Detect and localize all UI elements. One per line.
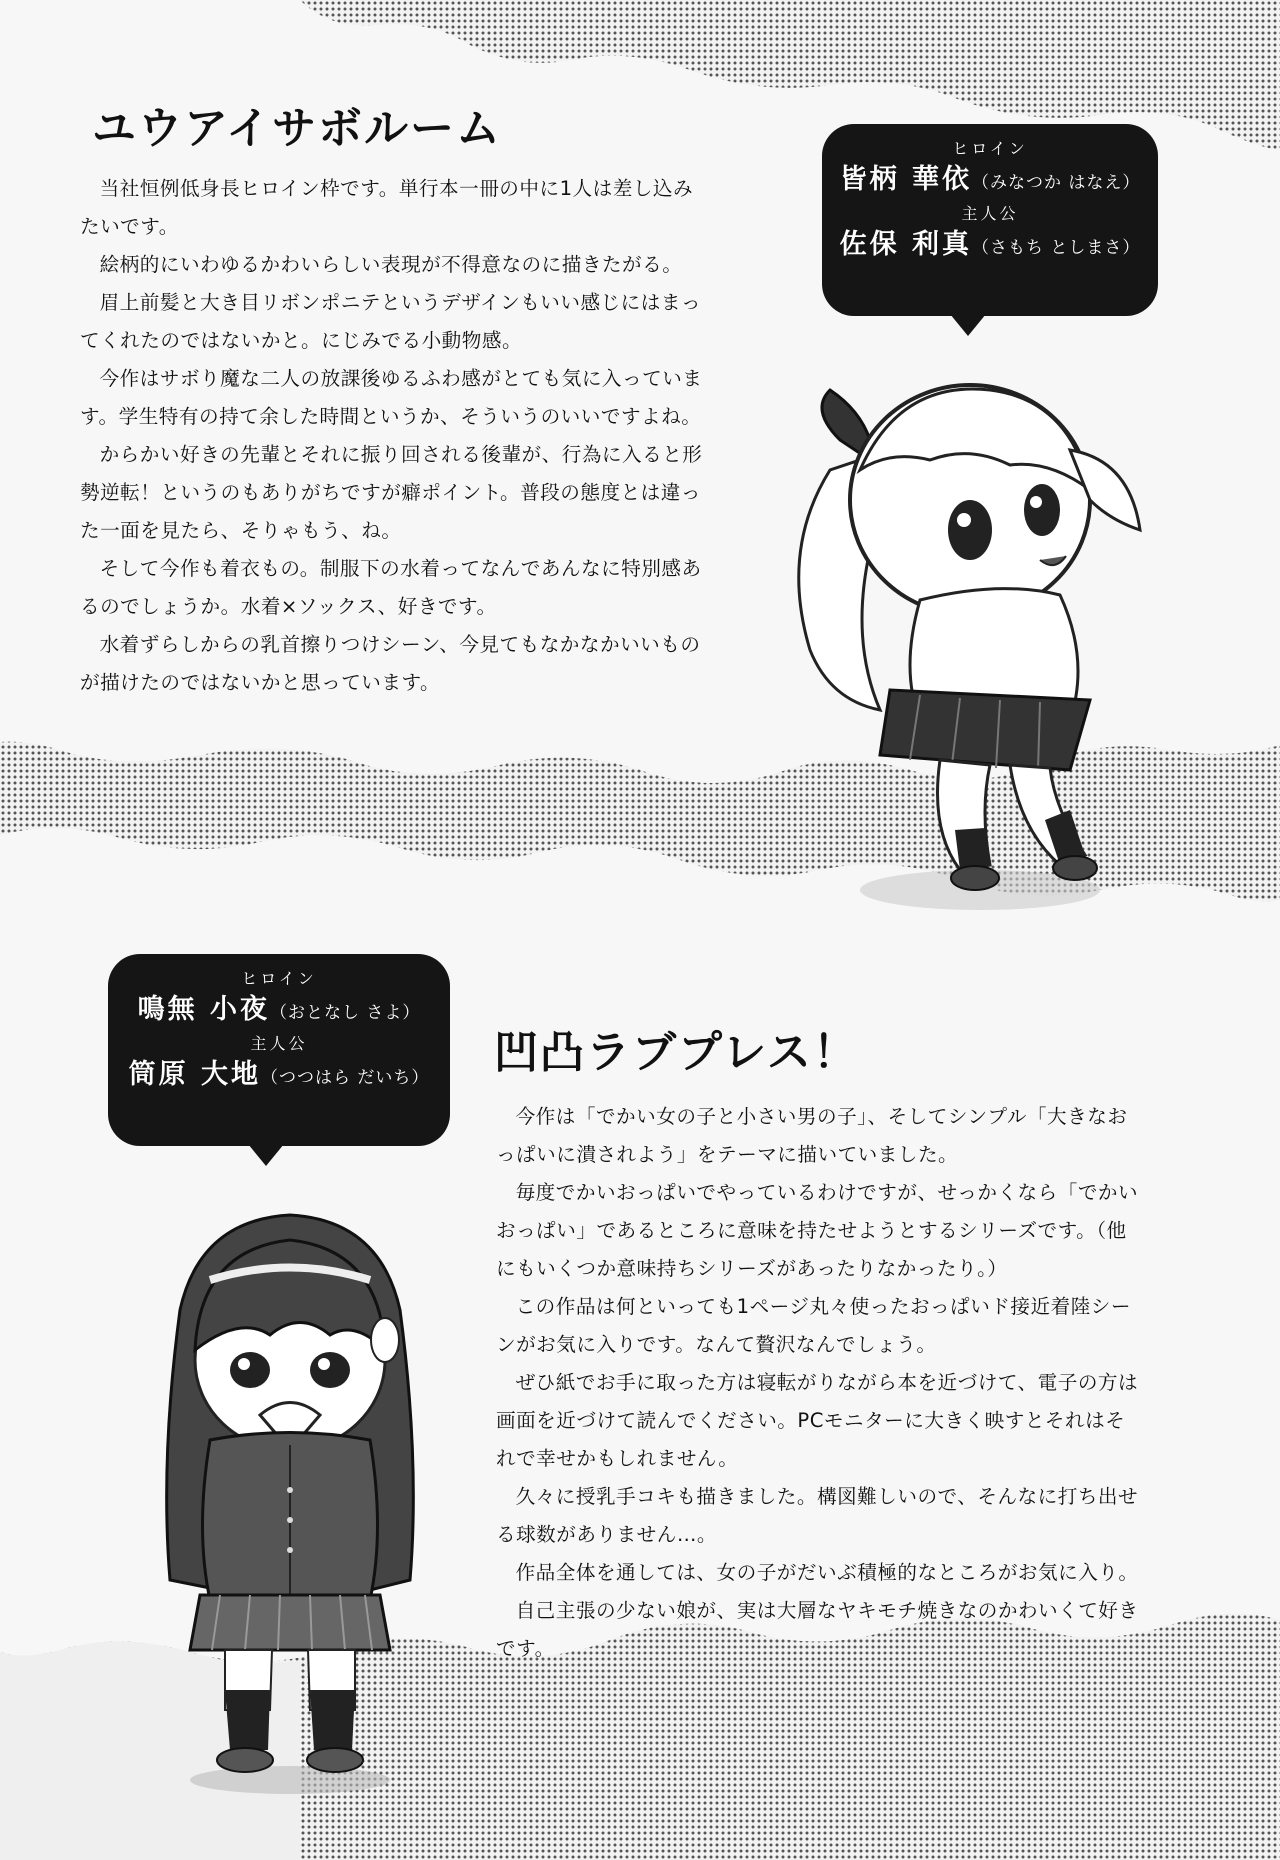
heroine-name: 鳴無 小夜（おとなし さよ） — [137, 994, 421, 1025]
section2-paragraph: 自己主張の少ない娘が、実は大層なヤキモチ焼きなのかわいくて好きです。 — [496, 1599, 1139, 1660]
section2-body — [496, 1098, 1144, 1668]
character-bubble-2 — [108, 954, 450, 1146]
section1-paragraph: 絵柄的にいわゆるかわいらしい表現が不得意なのに描きたがる。 — [99, 253, 683, 276]
heroine-role-label: ヒロイン — [952, 139, 1028, 158]
section2-paragraph: 久々に授乳手コキも描きました。構図難しいので、そんなに打ち出せる球数がありません…。 — [496, 1485, 1139, 1546]
heroine-name: 皆柄 華依（みなつか はなえ） — [839, 164, 1141, 195]
heroine-reading: （おとなし さよ） — [270, 1003, 421, 1023]
section1-paragraph: からかい好きの先輩とそれに振り回される後輩が、行為に入ると形勢逆転！というのもありがちですが癖ポイント。普段の態度とは違った一面を見たら、そりゃもう、ね。 — [80, 443, 703, 542]
heroine-reading: （みなつか はなえ） — [972, 173, 1141, 193]
character-bubble-1 — [822, 124, 1158, 316]
section1-paragraph: 当社恒例低身長ヒロイン枠です。単行本一冊の中に1人は差し込みたいです。 — [80, 177, 694, 238]
section1-paragraph: 今作はサボり魔な二人の放課後ゆるふわ感がとても気に入っています。学生特有の持て余した時間というか、そういうのいいですよね。 — [80, 367, 703, 428]
hero-role-label: 主人公 — [250, 1034, 308, 1053]
section1-title: ユウアイサボルーム — [92, 103, 503, 154]
section2-paragraph: 作品全体を通しては、女の子がだいぶ積極的なところがお気に入り。 — [515, 1561, 1139, 1584]
section2-paragraph: この作品は何といっても1ページ丸々使ったおっぱいド接近着陸シーンがお気に入りです。なんて贅沢なんでしょう。 — [496, 1295, 1131, 1356]
section2-title: 凹凸ラブプレス！ — [494, 1027, 859, 1078]
chibi-ponytail-girl-illustration — [770, 350, 1170, 950]
chibi-long-hair-girl-illustration — [140, 1200, 440, 1800]
hero-reading: （つつはら だいち） — [261, 1068, 430, 1088]
hero-reading: （さもち としまさ） — [972, 238, 1141, 258]
section1-body — [80, 170, 712, 702]
section1-paragraph: そして今作も着衣もの。制服下の水着ってなんであんなに特別感あるのでしょうか。水着×ソックス、好きです。 — [80, 557, 702, 618]
hero-name: 佐保 利真（さもち としまさ） — [839, 229, 1141, 260]
section2-paragraph: 毎度でかいおっぱいでやっているわけですが、せっかくなら「でかいおっぱい」であるところに意味を持たせようとするシリーズです。（他にもいくつか意味持ちシリーズがあったりなかったり。） — [496, 1181, 1139, 1280]
heroine-role-label: ヒロイン — [241, 969, 317, 988]
section2-paragraph: 今作は「でかい女の子と小さい男の子」、そしてシンプル「大きなおっぱいに潰されよう」をテーマに描いていました。 — [496, 1105, 1128, 1166]
section1-paragraph: 眉上前髪と大き目リボンポニテというデザインもいい感じにはまってくれたのではないかと。にじみでる小動物感。 — [80, 291, 702, 352]
section1-paragraph: 水着ずらしからの乳首擦りつけシーン、今見てもなかなかいいものが描けたのではないかと思っています。 — [80, 633, 701, 694]
hero-name: 筒原 大地（つつはら だいち） — [128, 1059, 430, 1090]
section2-paragraph: ぜひ紙でお手に取った方は寝転がりながら本を近づけて、電子の方は画面を近づけて読んでください。PCモニターに大きく映すとそれはそれで幸せかもしれません。 — [496, 1371, 1139, 1470]
hero-role-label: 主人公 — [961, 204, 1019, 223]
